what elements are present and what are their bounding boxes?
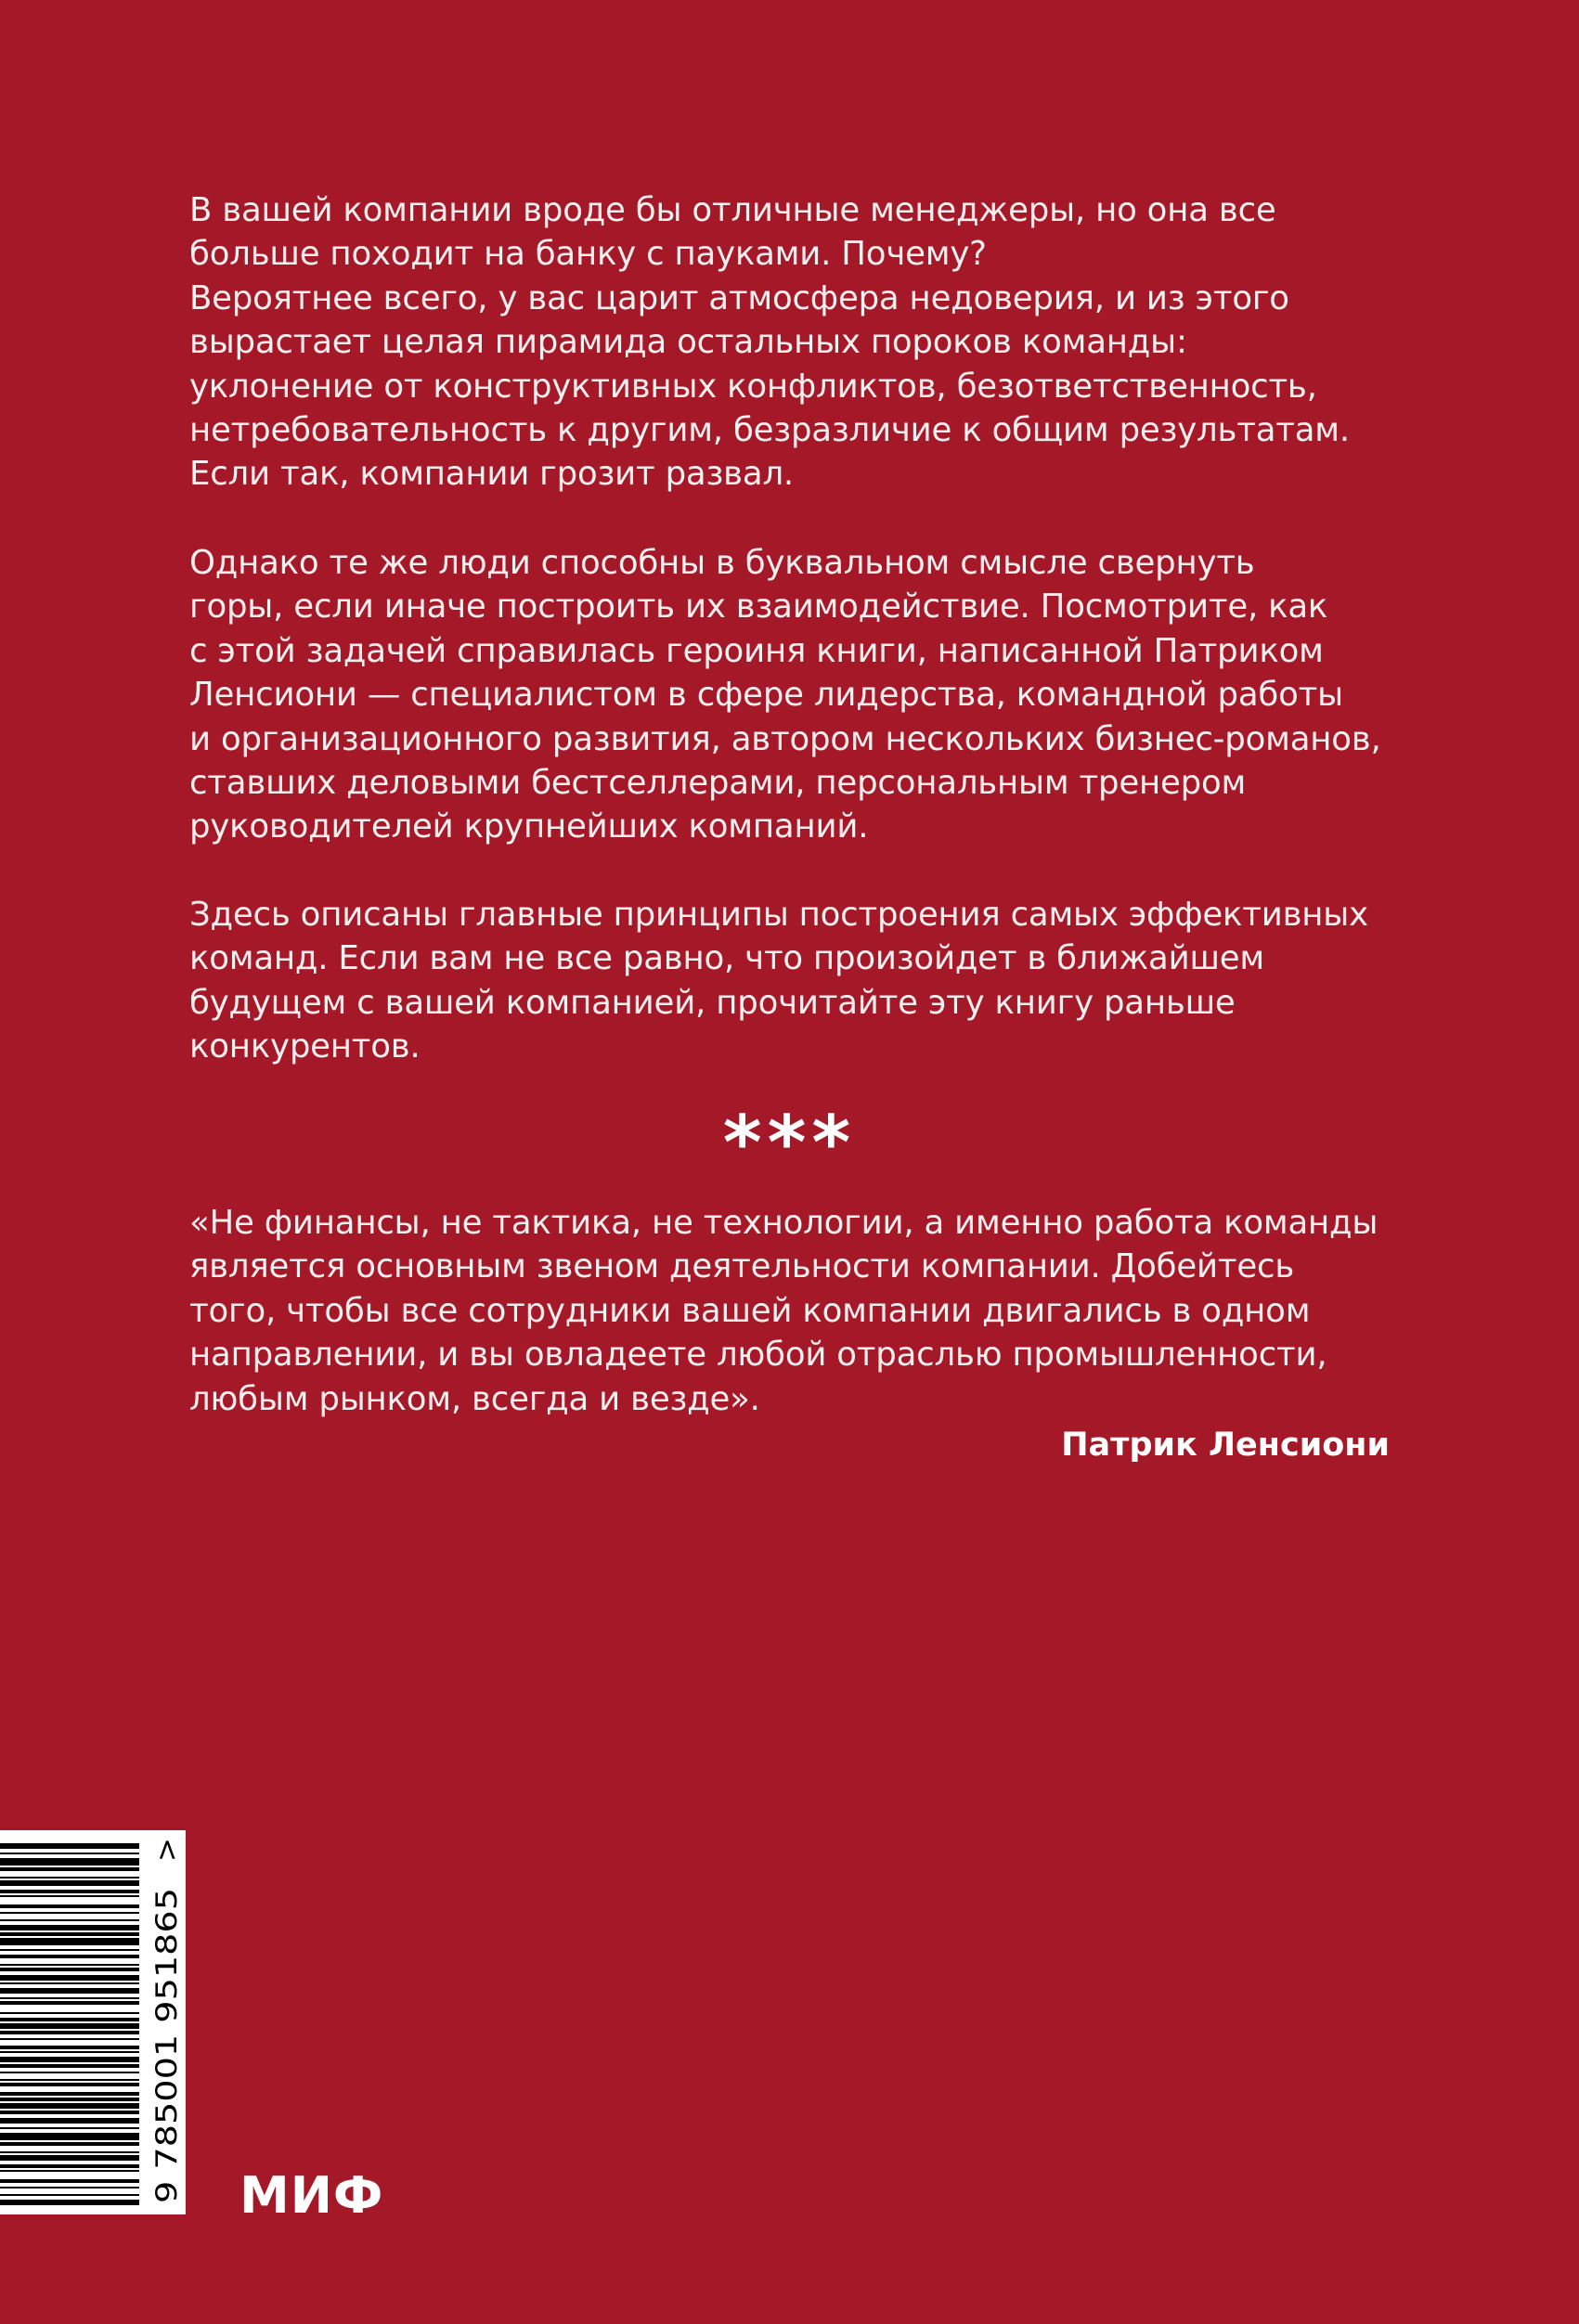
barcode-bar [0, 1858, 139, 1866]
barcode-bar [0, 2151, 139, 2153]
barcode-bar [0, 2164, 139, 2168]
barcode-bar [0, 2083, 139, 2086]
paragraph-line: нетребовательность к другим, безразличие к общим результатам. [189, 411, 1350, 450]
barcode-bar [0, 2031, 139, 2034]
barcode-bar [0, 1904, 139, 1908]
paragraph-line: руководителей крупнейших компаний. [189, 807, 869, 846]
barcode-bar [0, 2001, 139, 2005]
barcode-bar [0, 1955, 139, 1958]
barcode-bar [0, 1843, 139, 1849]
barcode-bar [0, 2170, 139, 2172]
paragraph-line: Если так, компании грозит развал. [189, 455, 795, 494]
description-paragraph-1 [189, 188, 1396, 497]
barcode-bar [0, 2051, 139, 2053]
publisher-logo: МИФ [239, 2166, 384, 2225]
paragraph-line: с этой задачей справилась героиня книги, написанной Патриком [189, 631, 1324, 670]
barcode-bar [0, 1880, 139, 1886]
barcode-bar [0, 1938, 139, 1945]
paragraph-line: команд. Если вам не все равно, что произойдет в ближайшем [189, 939, 1264, 978]
barcode-bar [0, 1932, 139, 1936]
barcode-bar [0, 2018, 139, 2021]
barcode-bar [0, 2127, 139, 2129]
barcode-bar [0, 2103, 139, 2109]
quote-author: Патрик Ленсиони [1061, 1427, 1390, 1464]
barcode-bar [0, 2133, 139, 2140]
quote-line: направлении, и вы овладеете любой отраслью промышленности, [189, 1336, 1327, 1375]
barcode-bar [0, 1988, 139, 1994]
isbn-barcode [0, 1830, 186, 2214]
barcode-bar [0, 1877, 139, 1879]
paragraph-line: и организационного развития, автором нескольких бизнес-романов, [189, 719, 1381, 758]
barcode-bar [0, 1997, 139, 1999]
author-quote [189, 1201, 1396, 1421]
barcode-bar [0, 2098, 139, 2101]
paragraph-line: ставших деловыми бестселлерами, персональным тренером [189, 764, 1247, 803]
barcode-bar [0, 2187, 139, 2188]
barcode-bar [0, 1925, 139, 1930]
barcode-bar [0, 2200, 139, 2205]
paragraph-line: В вашей компании вроде бы отличные менеджеры, но она все [189, 191, 1276, 229]
barcode-bar [0, 2079, 139, 2081]
barcode-bar [0, 1975, 139, 1981]
paragraph-line: будущем с вашей компанией, прочитайте эту книгу раньше [189, 983, 1236, 1022]
barcode-bar [0, 2057, 139, 2062]
quote-line: любым рынком, всегда и везде». [189, 1379, 760, 1418]
barcode-bar [0, 1982, 139, 1984]
barcode-bar [0, 2111, 139, 2114]
paragraph-line: Вероятнее всего, у вас царит атмосфера недоверия, и из этого [189, 278, 1289, 317]
barcode-bar [0, 2179, 139, 2183]
description-paragraph-3 [189, 893, 1396, 1069]
barcode-bar [0, 1867, 139, 1871]
quote-line: «Не финансы, не тактика, не технологии, а именно работа команды [189, 1204, 1378, 1242]
barcode-bar [0, 2046, 139, 2049]
barcode-bar [0, 2012, 139, 2014]
section-separator: *** [722, 1100, 857, 1186]
barcode-bar [0, 1890, 139, 1893]
paragraph-line: Здесь описаны главные принципы построения самых эффективных [189, 896, 1368, 934]
paragraph-line: горы, если иначе построить их взаимодействие. Посмотрите, как [189, 587, 1328, 626]
barcode-bar [0, 1968, 139, 1971]
barcode-bar [0, 2092, 139, 2096]
barcode-bar [0, 2064, 139, 2068]
barcode-bar [0, 2038, 139, 2040]
barcode-bar [0, 1912, 139, 1914]
quote-line: является основным звеном деятельности компании. Добейтесь [189, 1247, 1295, 1286]
paragraph-line: Однако те же люди способны в буквальном смысле свернуть [189, 544, 1255, 582]
description-paragraph-2 [189, 541, 1396, 849]
paragraph-line: Ленсиони — специалистом в сфере лидерства, командной работы [189, 676, 1343, 715]
barcode-graphic [0, 1830, 186, 2214]
barcode-bar [0, 1949, 139, 1951]
barcode-bar [0, 2023, 139, 2029]
paragraph-line: уклонение от конструктивных конфликтов, безответственность, [189, 367, 1317, 406]
barcode-bar [0, 2155, 139, 2161]
barcode-bar [0, 2072, 139, 2073]
quote-line: того, чтобы все сотрудники вашей компании двигались в одном [189, 1291, 1311, 1330]
barcode-bar [0, 1853, 139, 1854]
barcode-marker: > [150, 1838, 184, 1862]
paragraph-line: вырастает целая пирамида остальных пороков команды: [189, 323, 1187, 362]
paragraph-line: конкурентов. [189, 1027, 421, 1066]
barcode-bar [0, 2118, 139, 2124]
barcode-bar [0, 1919, 139, 1921]
paragraph-line: больше походит на банку с пауками. Почему? [189, 235, 987, 274]
barcode-digits: 9 785001 951865 [150, 1946, 184, 2203]
barcode-bar [0, 2142, 139, 2146]
barcode-bar [0, 2194, 139, 2196]
barcode-bar [0, 1964, 139, 1966]
barcode-bar [0, 1895, 139, 1897]
